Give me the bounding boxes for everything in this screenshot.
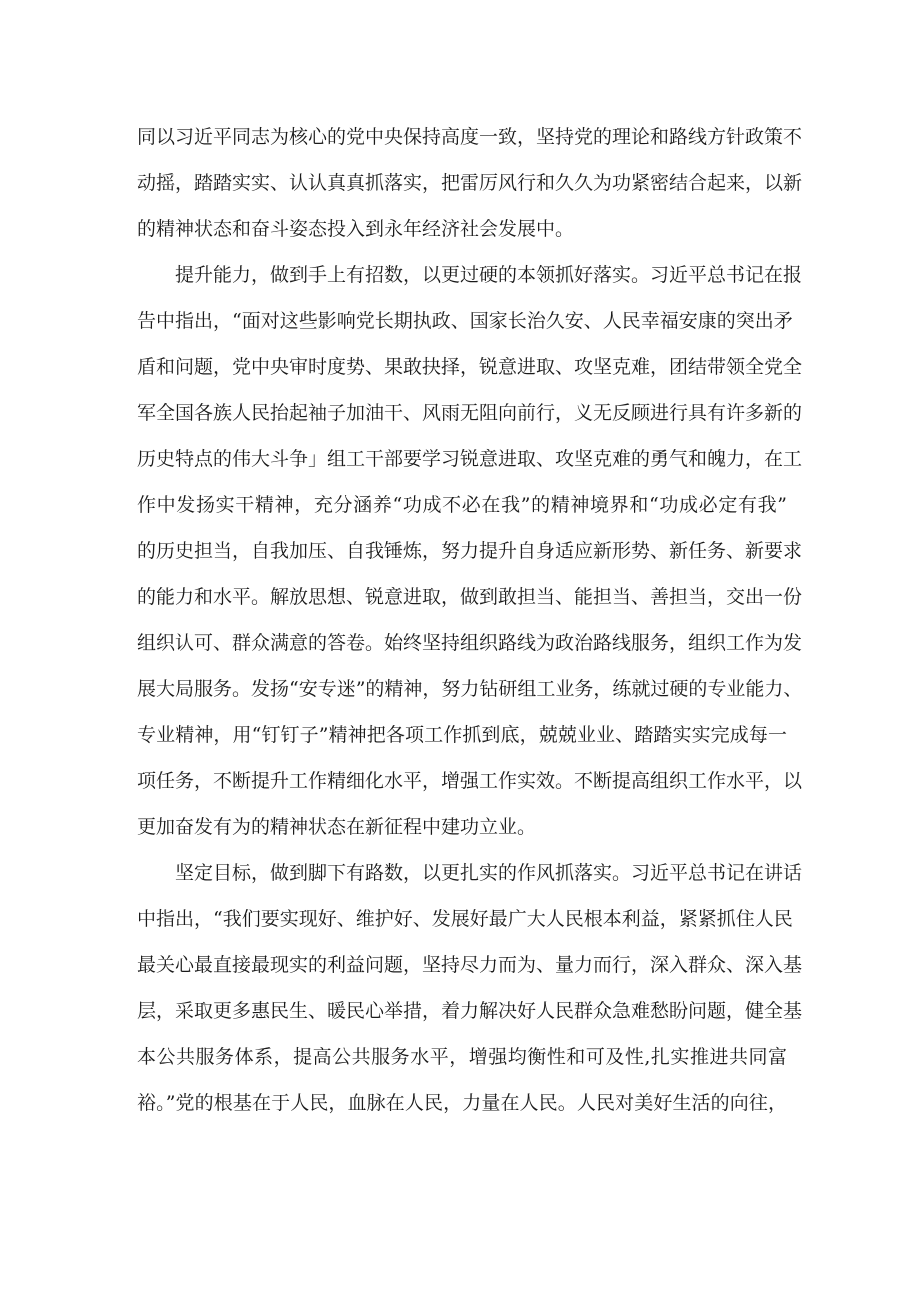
text-line: 组织认可、群众满意的答卷。始终坚持组织路线为政治路线服务，组织工作为发	[137, 632, 803, 654]
text-line: 盾和问题，党中央审时度势、果敢抉择，锐意进取、攻坚克难，团结带领全党全	[137, 356, 803, 378]
text-line: 中指出，“我们要实现好、维护好、发展好最广大人民根本利益，紧紧抓住人民	[137, 908, 793, 930]
paragraph-continuation	[137, 114, 803, 252]
text-line: 坚定目标，做到脚下有路数，以更扎实的作风抓落实。习近平总书记在讲话	[175, 862, 803, 884]
text-line: 的能力和水平。解放思想、锐意进取，做到敢担当、能担当、善担当，交出一份	[137, 586, 803, 608]
text-line: 的历史担当，自我加压、自我锤炼，努力提升自身适应新形势、新任务、新要求	[137, 540, 803, 562]
text-line: 的精神状态和奋斗姿态投入到永年经济社会发展中。	[137, 218, 575, 240]
text-line: 作中发扬实干精神，充分涵养“功成不必在我”的精神境界和“功成必定有我”	[137, 494, 787, 516]
paragraph-goal	[137, 850, 803, 1126]
text-line: 专业精神，用“钉钉子”精神把各项工作抓到底，兢兢业业、踏踏实实完成每一	[137, 724, 787, 746]
text-line: 军全国各族人民抬起袖子加油干、风雨无阻向前行，义无反顾进行具有许多新的	[137, 402, 803, 424]
text-line: 同以习近平同志为核心的党中央保持高度一致，坚持党的理论和路线方针政策不	[137, 126, 803, 148]
text-line: 历史特点的伟大斗争」组工干部要学习锐意进取、攻坚克难的勇气和魄力，在工	[137, 448, 803, 470]
text-line: 提升能力，做到手上有招数，以更过硬的本领抓好落实。习近平总书记在报	[175, 264, 803, 286]
paragraph-ability	[137, 252, 803, 850]
text-line: 更加奋发有为的精神状态在新征程中建功立业。	[137, 816, 537, 838]
document-body	[137, 114, 803, 1126]
text-line: 本公共服务体系，提高公共服务水平，增强均衡性和可及性,扎实推进共同富	[137, 1046, 787, 1068]
text-line: 裕。”党的根基在于人民，血脉在人民，力量在人民。人民对美好生活的向往，	[137, 1092, 787, 1114]
text-line: 动摇，踏踏实实、认认真真抓落实，把雷厉风行和久久为功紧密结合起来，以新	[137, 172, 803, 194]
text-line: 告中指出，“面对这些影响党长期执政、国家长治久安、人民幸福安康的突出矛	[137, 310, 793, 332]
text-line: 项任务，不断提升工作精细化水平，增强工作实效。不断提高组织工作水平，以	[137, 770, 803, 792]
text-line: 展大局服务。发扬“安专迷”的精神，努力钻研组工业务，练就过硬的专业能力、	[137, 678, 803, 700]
text-line: 层，采取更多惠民生、暖民心举措，着力解决好人民群众急难愁盼问题，健全基	[137, 1000, 803, 1022]
text-line: 最关心最直接最现实的利益问题，坚持尽力而为、量力而行，深入群众、深入基	[137, 954, 803, 976]
